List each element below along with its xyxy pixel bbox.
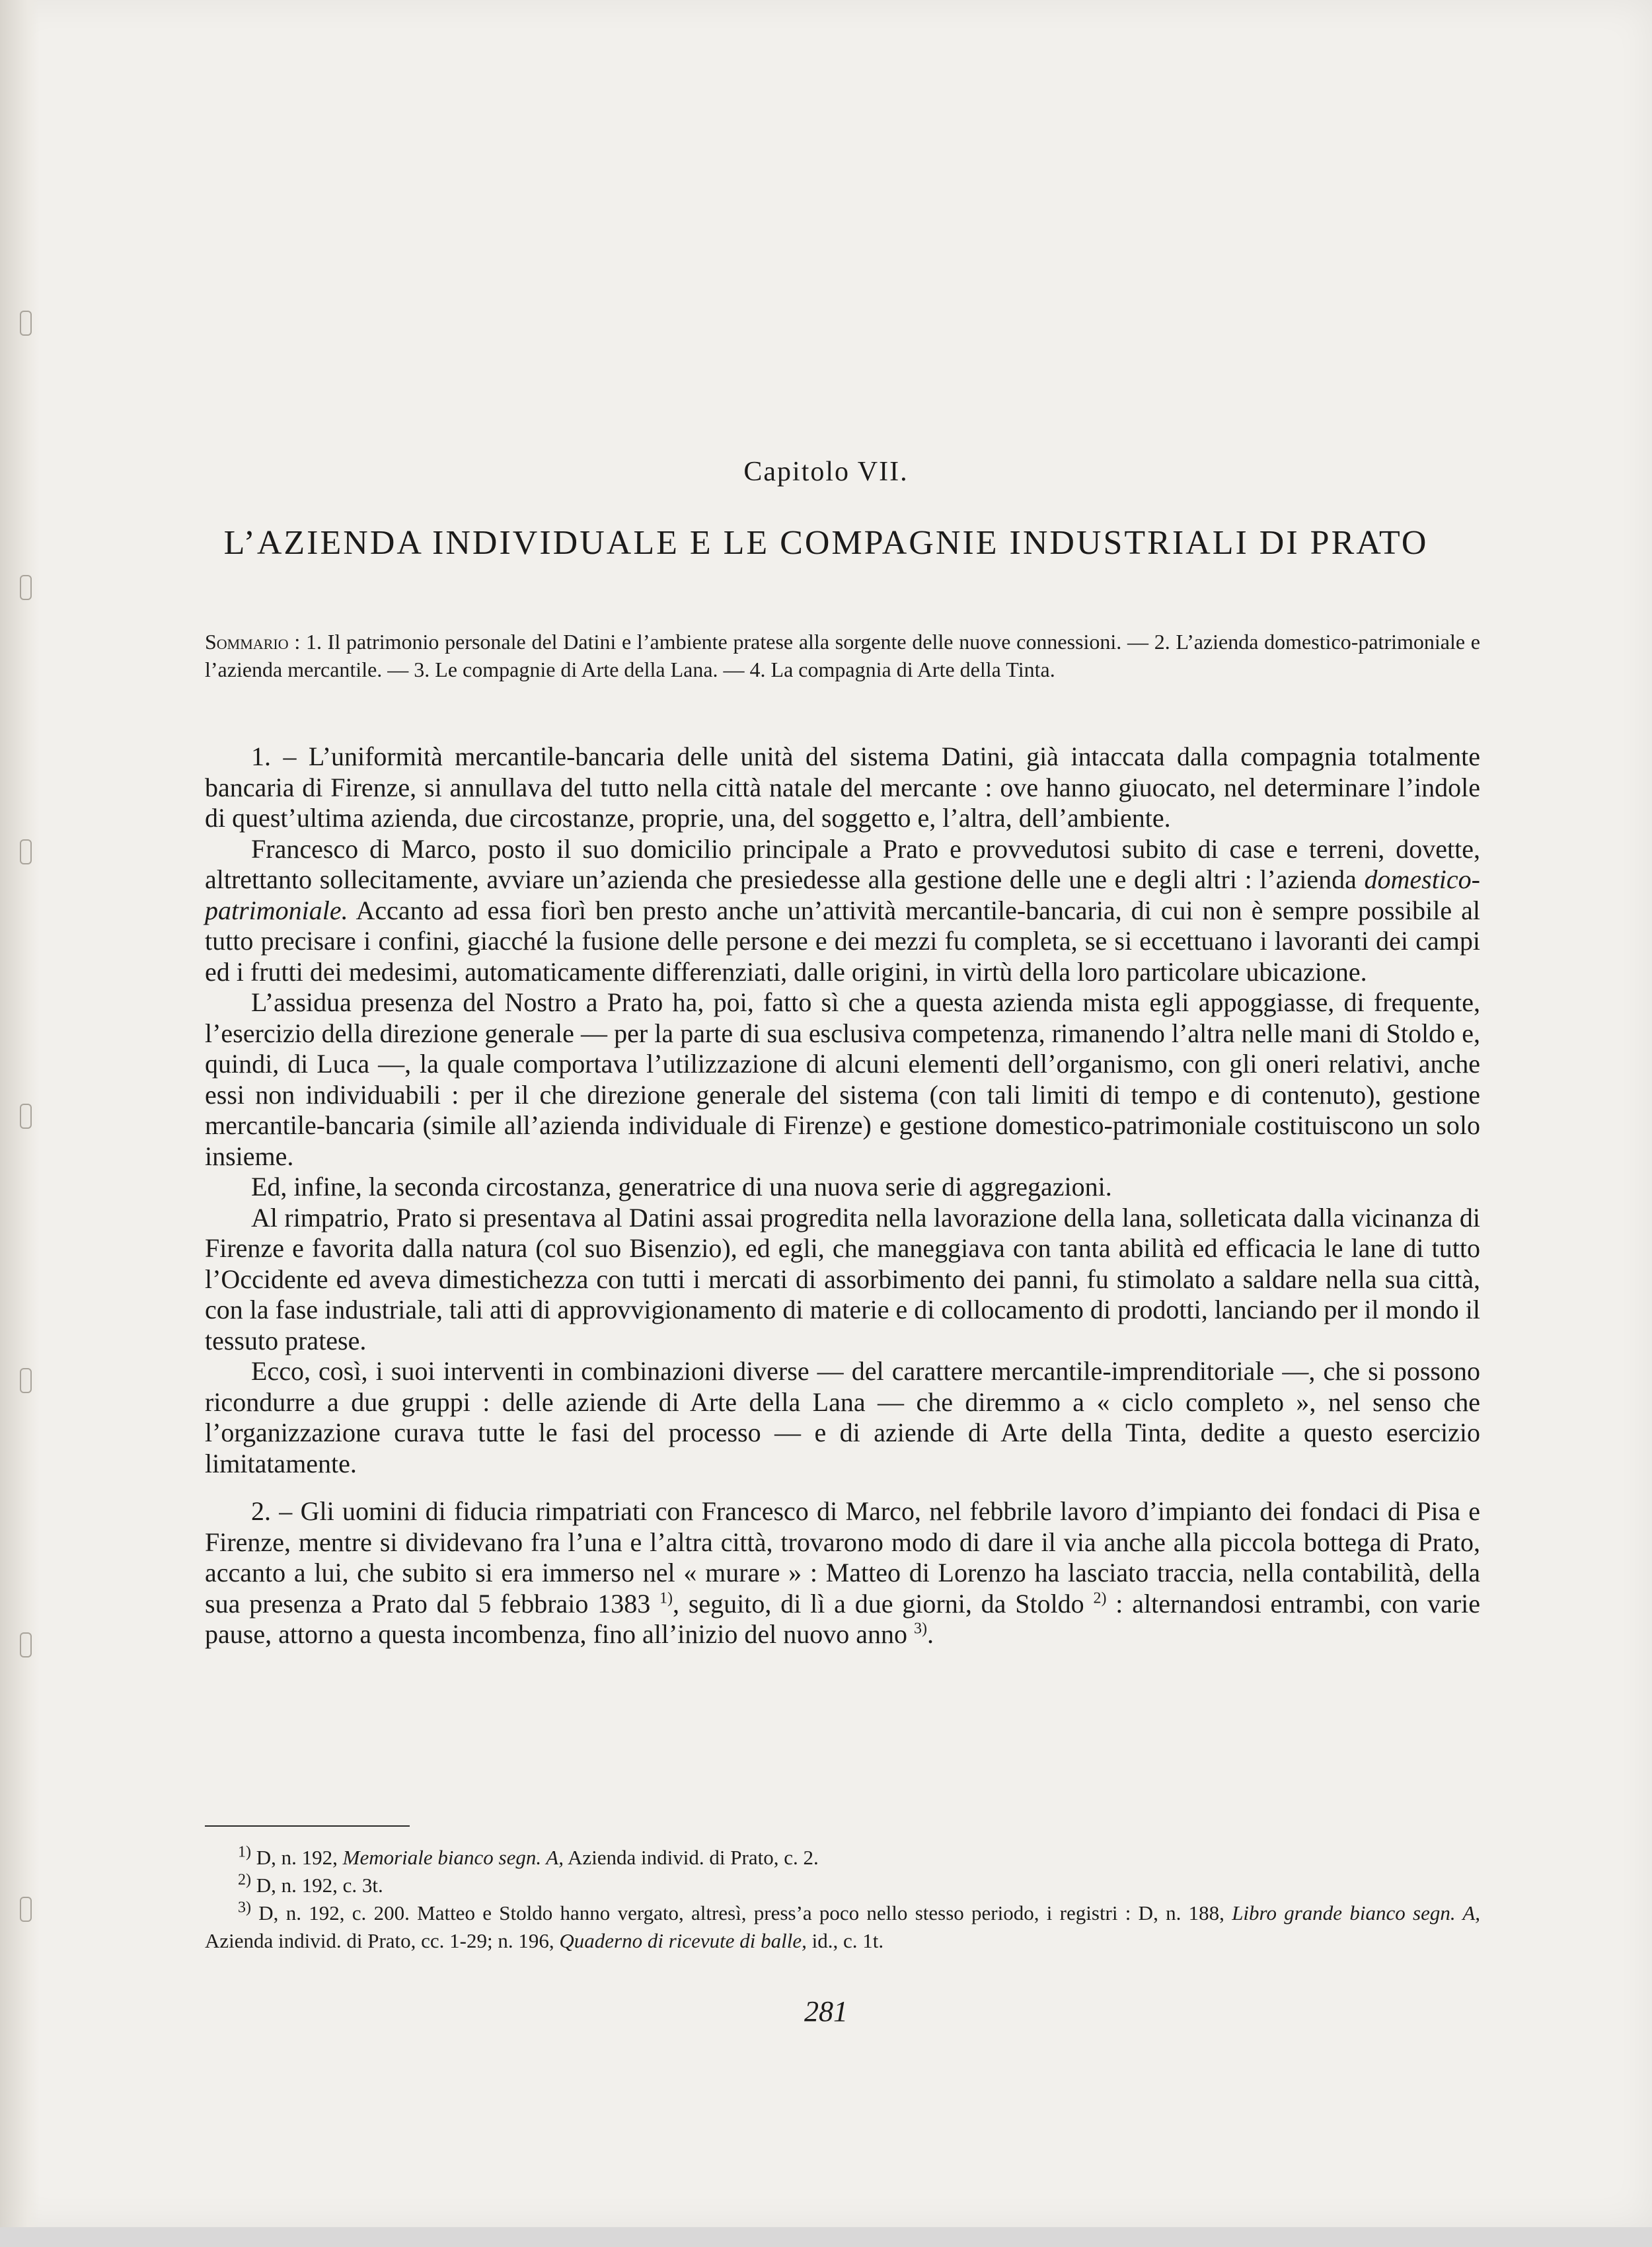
paragraph: Francesco di Marco, posto il suo domicilio principale a Prato e provvedutosi subito di case e terreni, dovette, altrettanto sollecitamente, avviare un’azienda che presiedesse alla gestione delle une e degli altri : l’azienda domestico-patrimoniale. Accanto ad essa fiorì ben presto anche un’attività mercantile-bancaria, di cui non è sempre possibile al tutto precisare i confini, giacché la fusione delle persone e dei mezzi fu completa, se si eccettuano i lavoranti dei campi ed i frutti dei medesimi, automaticamente differenziati, dalle origini, in virtù della loro particolare ubicazione. xyxy=(205,833,1480,987)
chapter-title: L’AZIENDA INDIVIDUALE E LE COMPAGNIE INDUSTRIALI DI PRATO xyxy=(223,524,1429,562)
binding-hole xyxy=(20,839,32,864)
footnote-number: 2) xyxy=(238,1871,251,1889)
binding-hole xyxy=(20,1104,32,1129)
summary-label: Sommario : xyxy=(205,630,301,654)
scan-background xyxy=(0,2227,1652,2247)
chapter-label: Capitolo VII. xyxy=(743,457,909,487)
page-number: 281 xyxy=(804,1995,848,2028)
body-text xyxy=(205,742,1480,1650)
footnote: $^{2)}$ D, n. 192, c. 3t. xyxy=(238,1871,383,1897)
paragraph: Ed, infine, la seconda circostanza, generatrice di una nuova serie di aggregazioni. xyxy=(251,1172,1112,1201)
footnote-ref[interactable]: 2) xyxy=(1093,1589,1107,1607)
footnote-ref[interactable]: 1) xyxy=(659,1589,673,1607)
footnote-rule xyxy=(205,1825,410,1827)
paragraph: L’assidua presenza del Nostro a Prato ha, poi, fatto sì che a questa azienda mista egli appoggiasse, di frequente, l’esercizio della direzione generale — per la parte di sua esclusiva competenza, rimanendo l’altra nelle mani di Stoldo e, quindi, di Luca —, la quale comportava l’utilizzazione di alcuni elementi dell’organismo, con gli oneri relativi, anche essi non individuabili : per il che direzione generale del sistema (con tali limiti di tempo e di contenuto), gestione mercantile-bancaria (simile all’azienda individuale di Firenze) e gestione domestico-patrimoniale costituiscono un solo insieme. xyxy=(205,987,1480,1171)
footnote-number: 1) xyxy=(238,1843,251,1861)
footnote-ref[interactable]: 3) xyxy=(914,1620,928,1638)
paragraph: Al rimpatrio, Prato si presentava al Datini assai progredita nella lavorazione della lana, solleticata dalla vicinanza di Firenze e favorita dalla natura (col suo Bisenzio), ed egli, che maneggiava con tanta abilità ed efficacia le lane di tutto l’Occidente ed aveva dimestichezza con tutti i mercati di assorbimento dei panni, fu stimolato a saldare nella sua città, con la fase industriale, tali atti di approvvigionamento di materie e di collocamento di prodotti, lanciando per il mondo il tessuto pratese. xyxy=(205,1202,1480,1355)
footnote: $^{3)}$ D, n. 192, c. 200. Matteo e Stoldo hanno vergato, altresì, press’a poco nello stesso periodo, i registri : D, n. 188, Libro grande bianco segn. A, Azienda individ. di Prato, cc. 1-29; n. 196, Quaderno di ricevute di balle, id., c. 1t. xyxy=(205,1899,1481,1952)
paragraph: Ecco, così, i suoi interventi in combinazioni diverse — del carattere mercantile-imprenditoriale —, che si possono ricondurre a due gruppi : delle aziende di Arte della Lana — che diremmo a « ciclo completo », nel senso che l’organizzazione curava tutte le fasi del processo — e di aziende di Arte della Tinta, dedite a questo esercizio limitatamente. xyxy=(205,1356,1480,1478)
binding-hole xyxy=(20,575,32,600)
binding-hole xyxy=(20,1632,32,1657)
binding-hole xyxy=(20,1897,32,1922)
footnotes xyxy=(205,1844,1480,1955)
paragraph: 2. – Gli uomini di fiducia rimpatriati con Francesco di Marco, nel febbrile lavoro d’impianto dei fondaci di Pisa e Firenze, mentre si dividevano fra l’una e l’altra città, trovarono modo di dare il via anche alla piccola bottega di Prato, accanto a lui, che subito si era immerso nel « murare » : Matteo di Lorenzo ha lasciato traccia, nella contabilità, della sua presenza a Prato dal 5 febbraio 1383 $^{1)}$, seguito, di lì a due giorni, da Stoldo $^{2)}$ : alternandosi entrambi, con varie pause, attorno a questa incombenza, fino all’inizio del nuovo anno $^{3)}$. xyxy=(205,1496,1481,1649)
binding-edge xyxy=(0,0,40,2227)
paragraph: 1. – L’uniformità mercantile-bancaria delle unità del sistema Datini, già intaccata dalla compagnia totalmente bancaria di Firenze, si annullava del tutto nella città natale del mercante : ove hanno giuocato, nel determinare l’indole di quest’ultima azienda, due circostanze, proprie, una, del soggetto e, l’altra, dell’ambiente. xyxy=(205,742,1480,833)
italic-term: domestico-patrimoniale. xyxy=(205,864,1480,925)
footnote: $^{1)}$ D, n. 192, Memoriale bianco segn. A, Azienda individ. di Prato, c. 2. xyxy=(238,1843,819,1869)
summary-text: 1. Il patrimonio personale del Datini e l’ambiente pratese alla sorgente delle nuove connessioni. — 2. L’azienda domestico-patrimoniale e l’azienda mercantile. — 3. Le compagnie di Arte della Lana. — 4. La compagnia di Arte della Tinta. xyxy=(205,630,1481,681)
footnote-number: 3) xyxy=(238,1899,251,1917)
binding-hole xyxy=(20,311,32,336)
binding-hole xyxy=(20,1368,32,1393)
chapter-summary xyxy=(205,628,1480,683)
